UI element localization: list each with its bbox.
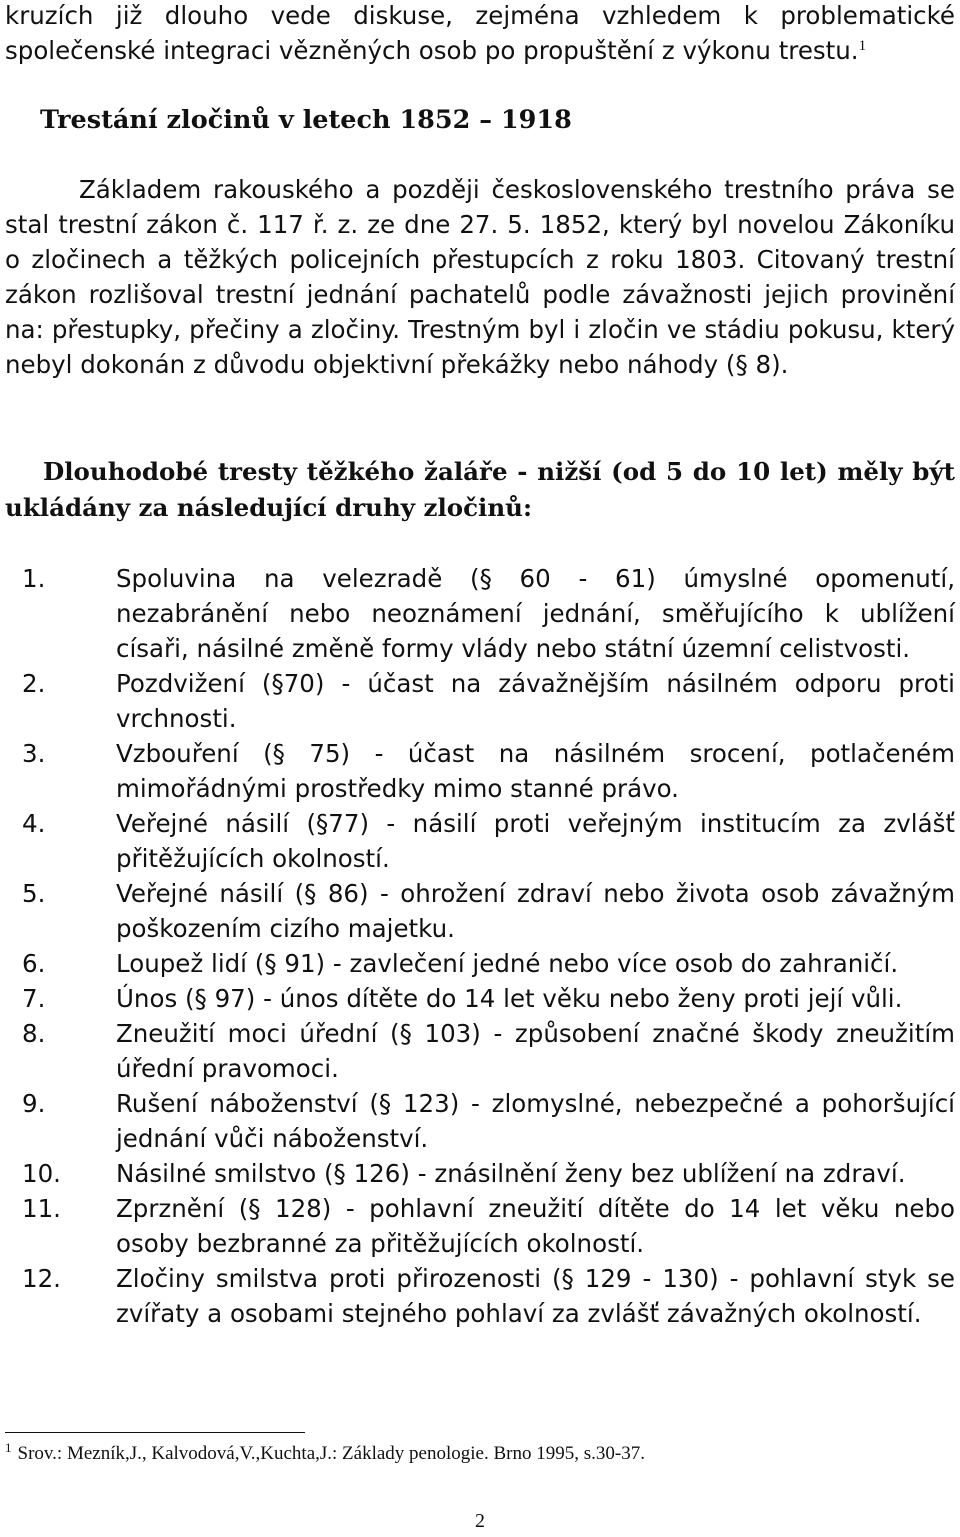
list-item: [5, 561, 955, 666]
list-item-number: 5.: [22, 879, 46, 908]
list-item: [5, 981, 955, 1016]
list-subheading: Dlouhodobé tresty těžkého žaláře - nižší (od 5 do 10 let) měly být ukládány za následující druhy zločinů:: [5, 457, 955, 522]
list-item-number: 3.: [22, 739, 46, 768]
list-item: [5, 1016, 955, 1086]
list-item-text: Zneužití moci úřední (§ 103) - způsobení značné škody zneužitím úřední pravomoci.: [116, 1019, 955, 1083]
intro-paragraph: [5, 0, 955, 68]
list-item-text: Zprznění (§ 128) - pohlavní zneužití dítěte do 14 let věku nebo osoby bezbranné za přitěžujících okolností.: [116, 1194, 955, 1258]
list-item-text: Veřejné násilí (§77) - násilí proti veřejným institucím za zvlášť přitěžujících okolností.: [116, 809, 955, 873]
list-item-text: Spoluvina na velezradě (§ 60 - 61) úmyslné opomenutí, nezabránění nebo neoznámení jednání, směřujícího k ublížení císaři, násilné změně formy vlády nebo státní územní celistvosti.: [116, 564, 955, 663]
footnote-reference: 1: [858, 37, 867, 54]
crime-list: [5, 561, 955, 1331]
list-item: [5, 1191, 955, 1261]
list-item-number: 8.: [22, 1019, 46, 1048]
list-item-number: 12.: [22, 1264, 61, 1293]
list-item-number: 7.: [22, 984, 46, 1013]
list-item-number: 4.: [22, 809, 46, 838]
list-item: [5, 806, 955, 876]
page-number: 2: [475, 1510, 485, 1532]
intro-text: kruzích již dlouho vede diskuse, zejména vzhledem k problematické společenské integraci vězněných osob po propuštění z výkonu trestu.: [5, 1, 955, 65]
list-item-number: 11.: [22, 1194, 61, 1223]
list-item-number: 10.: [22, 1159, 61, 1188]
footnote-text: Srov.: Mezník,J., Kalvodová,V.,Kuchta,J.: Základy penologie. Brno 1995, s.30-37.: [17, 1443, 645, 1464]
list-item-number: 1.: [22, 564, 46, 593]
list-item-number: 9.: [22, 1089, 46, 1118]
footnote: [5, 1440, 645, 1468]
list-item: [5, 736, 955, 806]
list-item-text: Únos (§ 97) - únos dítěte do 14 let věku nebo ženy proti její vůli.: [116, 984, 903, 1013]
list-item-number: 6.: [22, 949, 46, 978]
footnote-divider: [5, 1432, 305, 1433]
list-item-text: Rušení náboženství (§ 123) - zlomyslné, nebezpečné a pohoršující jednání vůči náboženství.: [116, 1089, 955, 1153]
list-item: [5, 666, 955, 736]
footnote-number: 1: [5, 1439, 12, 1455]
body-paragraph: Základem rakouského a později československého trestního práva se stal trestní zákon č. 117 ř. z. ze dne 27. 5. 1852, který byl novelou Zákoníku o zločinech a těžkých policejních přestupcích z roku 1803. Citovaný trestní zákon rozlišoval trestní jednání pachatelů podle závažnosti jejich provinění na: přestupky, přečiny a zločiny. Trestným byl i zločin ve stádiu pokusu, který nebyl dokonán z důvodu objektivní překážky nebo náhody (§ 8).: [5, 175, 955, 379]
list-item-number: 2.: [22, 669, 46, 698]
list-item: [5, 946, 955, 981]
list-item: [5, 1261, 955, 1331]
list-item-text: Vzbouření (§ 75) - účast na násilném srocení, potlačeném mimořádnými prostředky mimo stanné právo.: [116, 739, 955, 803]
list-item: [5, 1086, 955, 1156]
list-item-text: Pozdvižení (§70) - účast na závažnějším násilném odporu proti vrchnosti.: [116, 669, 955, 733]
list-item-text: Zločiny smilstva proti přirozenosti (§ 129 - 130) - pohlavní styk se zvířaty a osobami stejného pohlaví za zvlášť závažných okolností.: [116, 1264, 955, 1328]
list-item-text: Veřejné násilí (§ 86) - ohrožení zdraví nebo života osob závažným poškozením cizího majetku.: [116, 879, 955, 943]
list-item-text: Loupež lidí (§ 91) - zavlečení jedné nebo více osob do zahraničí.: [116, 949, 899, 978]
list-item-text: Násilné smilstvo (§ 126) - znásilnění ženy bez ublížení na zdraví.: [116, 1159, 906, 1188]
list-item: [5, 1156, 955, 1191]
list-item: [5, 876, 955, 946]
section-heading: Trestání zločinů v letech 1852 – 1918: [40, 105, 572, 135]
